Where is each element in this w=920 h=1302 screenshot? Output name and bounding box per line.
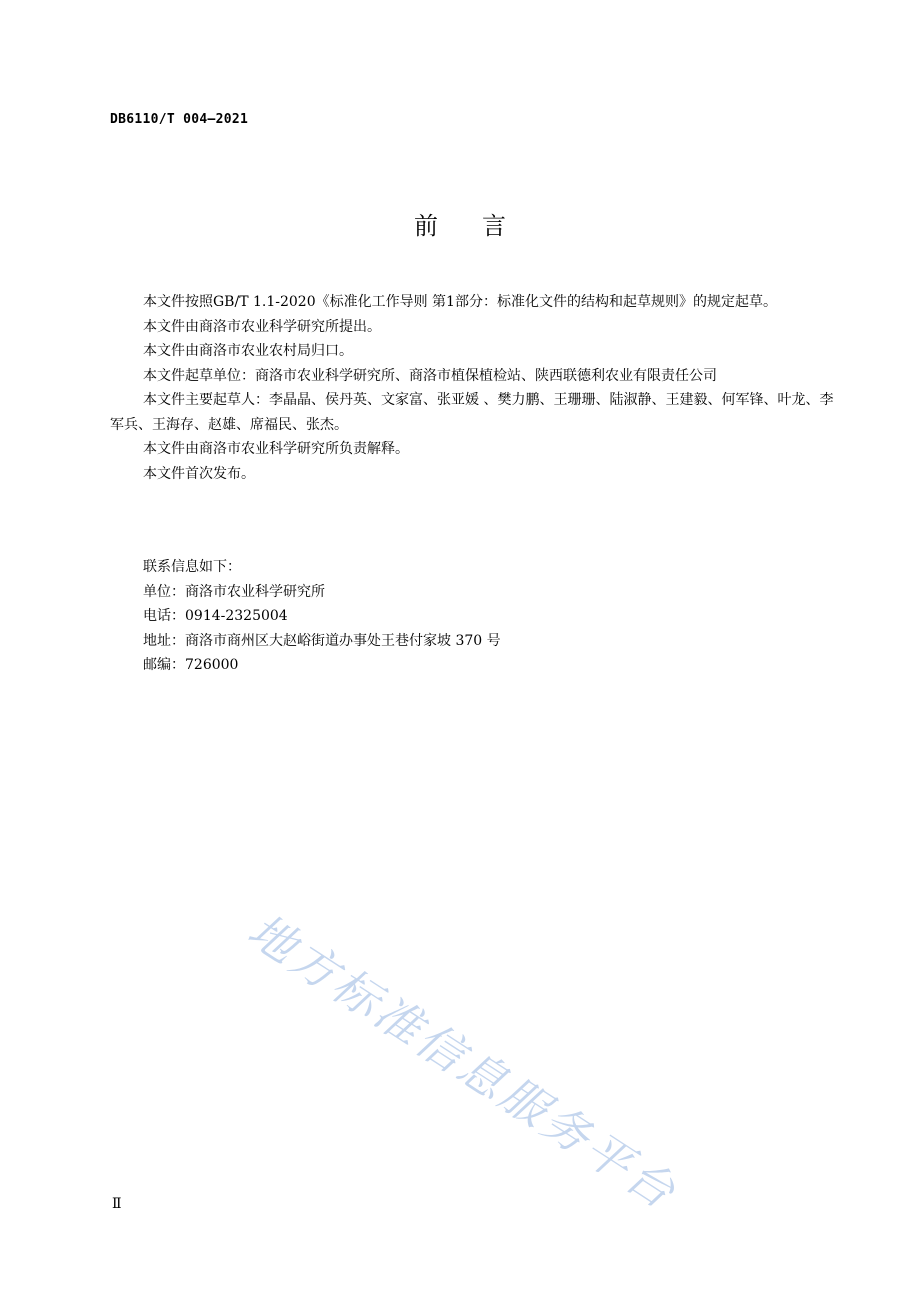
contact-info — [143, 555, 743, 678]
contact-unit: 单位：商洛市农业科学研究所 — [143, 583, 325, 600]
foreword-body — [110, 290, 835, 486]
contact-address: 地址：商洛市商州区大赵峪街道办事处王巷付家坡 370 号 — [143, 632, 501, 649]
contact-postcode: 邮编：726000 — [143, 657, 239, 673]
paragraph-first-release: 本文件首次发布。 — [143, 465, 255, 482]
paragraph-administrator: 本文件由商洛市农业农村局归口。 — [143, 343, 353, 359]
standard-code: DB6110/T 004—2021 — [110, 112, 249, 127]
page-number: Ⅱ — [112, 1196, 122, 1212]
paragraph-proposer: 本文件由商洛市农业科学研究所提出。 — [143, 318, 381, 335]
paragraph-drafting-units: 本文件起草单位：商洛市农业科学研究所、商洛市植保植检站、陕西联德利农业有限责任公司 — [143, 367, 717, 384]
paragraph-drafters: 本文件主要起草人：李晶晶、侯丹英、文家富、张亚媛 、樊力鹏、王珊珊、陆淑静、王建毅、何军锋、叶龙、李军兵、王海存、赵雄、席福民、张杰。 — [110, 392, 834, 433]
contact-phone: 电话：0914-2325004 — [143, 608, 288, 624]
paragraph-drafting-rules: 本文件按照GB/T 1.1-2020《标准化工作导则 第1部分：标准化文件的结构和起草规则》的规定起草。 — [143, 294, 777, 310]
page-title: 前言 — [414, 212, 550, 240]
contact-heading: 联系信息如下： — [143, 559, 241, 575]
watermark: 地方标准信息服务平台 — [238, 902, 688, 1221]
paragraph-interpretation: 本文件由商洛市农业科学研究所负责解释。 — [143, 441, 409, 457]
